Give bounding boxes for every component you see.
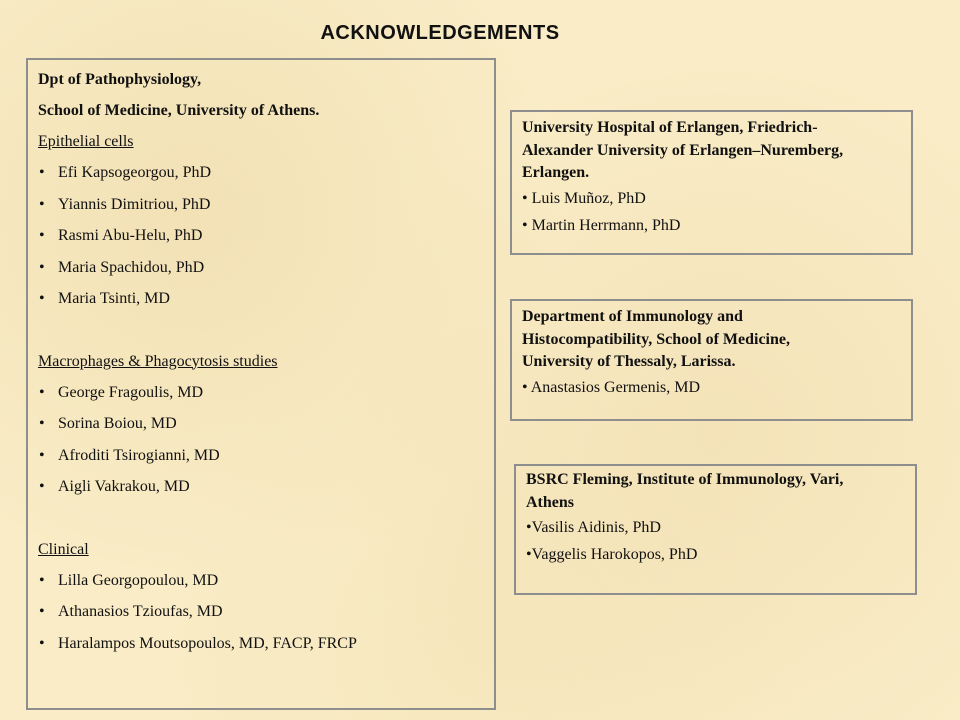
athens-header-line-1: Dpt of Pathophysiology, [38,71,202,88]
bullet-glyph: • [39,164,45,181]
bullet-glyph: • [39,227,45,244]
erlangen-header-line-3: Erlangen. [522,164,590,181]
list-item [38,283,484,315]
bsrc-acknowledgement-box [514,464,917,595]
list-item-text: Afroditi Tsirogianni, MD [58,446,220,464]
list-item: •Vaggelis Harokopos, PhD [526,546,698,563]
list-item-text: Haralampos Moutsopoulos, MD, FACP, FRCP [58,634,357,652]
epithelial-list [38,157,484,315]
list-item-text: Maria Spachidou, PhD [58,258,205,276]
list-item [38,408,484,440]
bullet-glyph: • [39,634,45,652]
list-item [38,252,484,284]
list-item [38,628,484,660]
macrophages-list [38,377,484,503]
section-title-clinical: Clinical [38,540,89,558]
thessaly-acknowledgement-box [510,299,913,421]
bullet-glyph: • [39,446,45,464]
section-spacer [38,315,484,346]
list-item: •Vasilis Aidinis, PhD [526,519,661,536]
bullet-glyph: • [39,603,45,620]
thessaly-header-line-2: Histocompatibility, School of Medicine, [522,330,790,348]
bullet-glyph: • [39,383,45,401]
list-item [38,377,484,409]
list-item-text: Efi Kapsogeorgou, PhD [58,164,212,181]
list-item [38,220,484,252]
list-item-text: Sorina Boiou, MD [58,415,177,432]
list-item: • Martin Herrmann, PhD [522,216,681,234]
section-spacer [38,503,484,534]
list-item [38,440,484,472]
bsrc-header-line-1: BSRC Fleming, Institute of Immunology, Vari, [526,471,844,488]
bsrc-header-line-2: Athens [526,493,575,511]
list-item [38,596,484,628]
list-item [38,189,484,221]
list-item: • Luis Muñoz, PhD [522,189,646,207]
list-item-text: George Fragoulis, MD [58,383,204,401]
list-item [38,565,484,597]
list-item-text: Athanasios Tzioufas, MD [58,603,223,620]
list-item-text: Maria Tsinti, MD [58,290,170,307]
athens-header-line-2: School of Medicine, University of Athens. [38,102,320,119]
section-title-macrophages: Macrophages & Phagocytosis studies [38,352,278,370]
list-item-text: Rasmi Abu-Helu, PhD [58,227,203,244]
list-item [38,471,484,503]
bullet-glyph: • [39,415,45,432]
thessaly-header-line-3: University of Thessaly, Larissa. [522,353,736,370]
section-title-epithelial: Epithelial cells [38,133,134,150]
erlangen-header-line-1: University Hospital of Erlangen, Friedrich- [522,119,818,136]
clinical-list [38,565,484,660]
list-item-text: Yiannis Dimitriou, PhD [58,195,211,213]
list-item-text: Aigli Vakrakou, MD [58,478,190,495]
bullet-glyph: • [39,571,45,589]
erlangen-header-line-2: Alexander University of Erlangen–Nuremberg, [522,141,844,159]
list-item [38,157,484,189]
bullet-glyph: • [39,195,45,213]
thessaly-header-line-1: Department of Immunology and [522,308,743,325]
erlangen-acknowledgement-box [510,110,913,255]
bullet-glyph: • [39,478,45,495]
list-item-text: Lilla Georgopoulou, MD [58,571,219,589]
list-item: • Anastasios Germenis, MD [522,378,701,396]
page-title: ACKNOWLEDGEMENTS [320,22,560,44]
athens-acknowledgement-box [26,58,496,710]
bullet-glyph: • [39,258,45,276]
bullet-glyph: • [39,290,45,307]
